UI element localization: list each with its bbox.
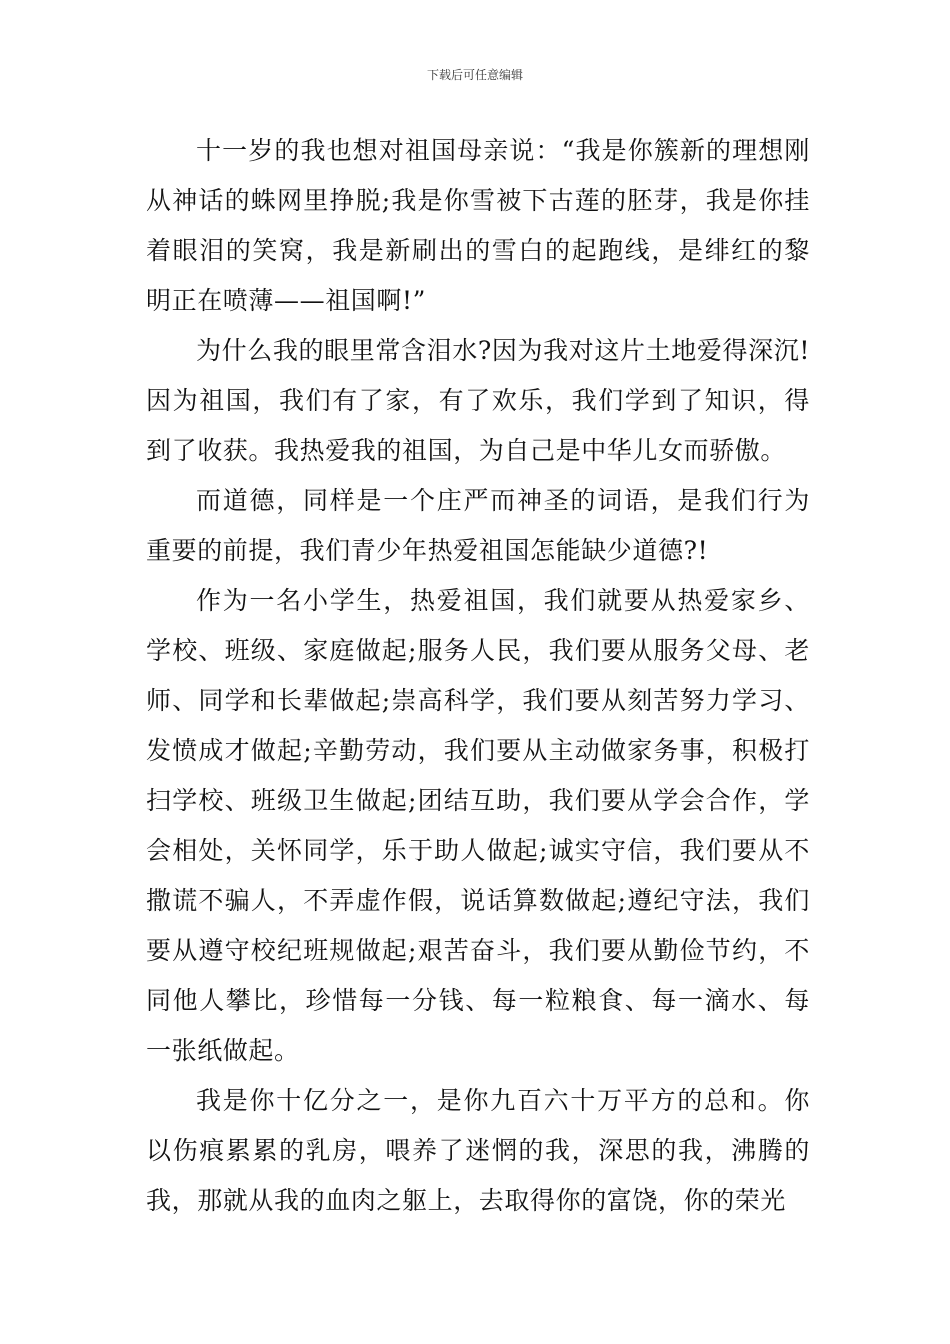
paragraph-1: 十一岁的我也想对祖国母亲说：“我是你簇新的理想刚从神话的蛛网里挣脱;我是你雪被下古莲的胚芽，我是你挂着眼泪的笑窝，我是新刷出的雪白的起跑线，是绯红的黎明正在喷薄——祖国啊!” <box>146 136 810 315</box>
header-note: 下载后可任意编辑 <box>426 68 523 82</box>
paragraph-5: 我是你十亿分之一，是你九百六十万平方的总和。你以伤痕累累的乳房，喂养了迷惘的我，深思的我，沸腾的我，那就从我的血肉之躯上，去取得你的富饶，你的荣光 <box>146 1086 810 1215</box>
document-body <box>146 126 810 1226</box>
paragraph-4: 作为一名小学生，热爱祖国，我们就要从热爱家乡、学校、班级、家庭做起;服务人民，我们要从服务父母、老师、同学和长辈做起;崇高科学，我们要从刻苦努力学习、发愤成才做起;辛勤劳动，我们要从主动做家务事，积极打扫学校、班级卫生做起;团结互助，我们要从学会合作，学会相处，关怀同学，乐于助人做起;诚实守信，我们要从不撒谎不骗人，不弄虚作假，说话算数做起;遵纪守法，我们要从遵守校纪班规做起;艰苦奋斗，我们要从勤俭节约，不同他人攀比，珍惜每一分钱、每一粒粮食、每一滴水、每一张纸做起。 <box>146 586 810 1065</box>
paragraph-2: 为什么我的眼里常含泪水?因为我对这片土地爱得深沉!因为祖国，我们有了家，有了欢乐，我们学到了知识，得到了收获。我热爱我的祖国，为自己是中华儿女而骄傲。 <box>146 336 810 465</box>
paragraph-3: 而道德，同样是一个庄严而神圣的词语，是我们行为重要的前提，我们青少年热爱祖国怎能缺少道德?! <box>146 486 810 565</box>
